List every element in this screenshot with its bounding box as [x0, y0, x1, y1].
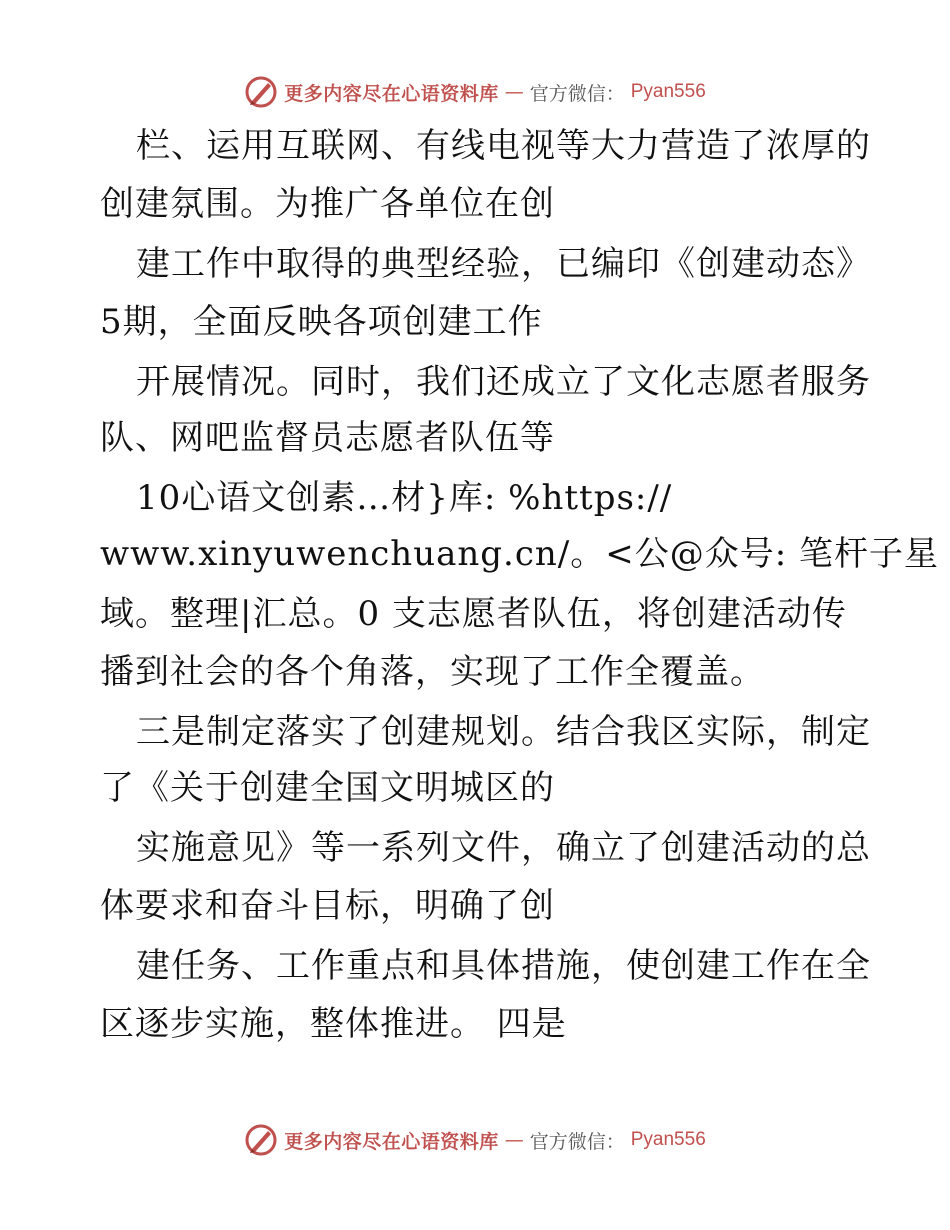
quill-pen-seal-icon — [244, 1123, 278, 1157]
watermark-brand-text: 更多内容尽在心语资料库 — [284, 1130, 499, 1153]
body-line: 10心语文创素…材}库: %https:// — [136, 478, 673, 518]
watermark-wechat-id: Pyan556 — [630, 81, 706, 102]
body-line: 开展情况。同时，我们还成立了文化志愿者服务 — [136, 362, 871, 402]
body-line: 三是制定落实了创建规划。结合我区实际，制定 — [136, 712, 871, 752]
watermark-dash: — — [504, 1129, 524, 1151]
body-line: 栏、运用互联网、有线电视等大力营造了浓厚的 — [136, 126, 871, 166]
watermark-official-label: 官方微信： — [529, 82, 625, 105]
watermark-official-label: 官方微信： — [529, 1130, 625, 1153]
watermark-dash: — — [504, 81, 524, 103]
quill-pen-seal-icon — [244, 75, 278, 109]
header-watermark — [0, 72, 950, 112]
body-line: 建任务、工作重点和具体措施，使创建工作在全 — [136, 946, 871, 986]
body-line: 实施意见》等一系列文件，确立了创建活动的总 — [136, 828, 871, 868]
watermark-brand-text: 更多内容尽在心语资料库 — [284, 82, 499, 105]
body-line: 创建氛围。为推广各单位在创 — [100, 184, 555, 224]
watermark-wechat-id: Pyan556 — [630, 1129, 706, 1150]
body-line: 体要求和奋斗目标，明确了创 — [100, 886, 555, 926]
body-line: 建工作中取得的典型经验，已编印《创建动态》 — [136, 244, 871, 284]
footer-watermark — [0, 1120, 950, 1160]
body-line: 区逐步实施，整体推进。 四是 — [100, 1004, 567, 1044]
body-line: 了《关于创建全国文明城区的 — [100, 768, 555, 808]
body-line: www.xinyuwenchuang.cn/。<公@众号: 笔杆子星 — [100, 534, 939, 574]
body-line: 域。整理|汇总。0 支志愿者队伍，将创建活动传 — [100, 594, 847, 634]
body-line: 播到社会的各个角落，实现了工作全覆盖。 — [100, 652, 765, 692]
body-line: 5期，全面反映各项创建工作 — [100, 302, 543, 342]
body-line: 队、网吧监督员志愿者队伍等 — [100, 418, 555, 458]
